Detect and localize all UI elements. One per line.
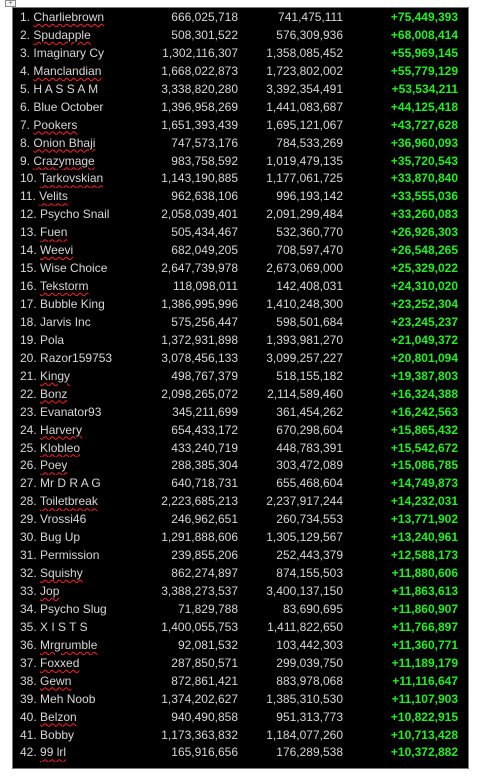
- rank-number: 24.: [20, 422, 37, 437]
- table-row[interactable]: [13, 350, 468, 368]
- rank-number: 20.: [20, 350, 37, 365]
- current-value-cell[interactable]: 784,533,269: [276, 135, 343, 150]
- rank-name-cell[interactable]: [20, 350, 150, 368]
- rank-number: 6.: [20, 99, 31, 114]
- gain-cell[interactable]: +43,727,628: [390, 117, 458, 132]
- previous-value-cell[interactable]: 940,490,858: [171, 709, 238, 724]
- rank-name-cell[interactable]: [20, 673, 150, 691]
- rank-number: 8.: [20, 135, 31, 150]
- player-name: Bonz: [40, 386, 68, 401]
- gain-cell[interactable]: +23,252,304: [390, 297, 458, 311]
- gain-cell[interactable]: +33,555,036: [390, 189, 458, 204]
- table-row[interactable]: [13, 9, 468, 27]
- rank-number: 26.: [20, 458, 37, 473]
- previous-value-cell[interactable]: 433,240,719: [171, 440, 238, 455]
- gain-cell[interactable]: +15,865,432: [390, 422, 458, 437]
- rank-name-cell[interactable]: [20, 529, 150, 547]
- rank-number: 32.: [20, 566, 37, 581]
- rank-name-cell[interactable]: [20, 332, 150, 350]
- player-name: Bobby: [40, 727, 75, 742]
- rank-number: 12.: [20, 207, 37, 222]
- table-row[interactable]: [13, 511, 468, 529]
- gain-cell[interactable]: +19,387,803: [390, 368, 458, 383]
- previous-value-cell[interactable]: 165,916,656: [171, 745, 238, 760]
- rank-number: 15.: [20, 261, 37, 276]
- rank-name-cell[interactable]: [20, 547, 150, 565]
- rank-number: 37.: [20, 655, 37, 670]
- previous-value-cell[interactable]: 575,256,447: [171, 314, 238, 329]
- previous-value-cell[interactable]: 118,098,011: [173, 279, 238, 294]
- previous-value-cell[interactable]: 71,829,788: [177, 601, 238, 616]
- rank-name-cell[interactable]: [20, 27, 150, 45]
- previous-value-cell[interactable]: 239,855,206: [171, 548, 238, 563]
- rank-number: 30.: [20, 530, 37, 545]
- rank-name-cell[interactable]: [20, 709, 150, 727]
- rank-name-cell[interactable]: [20, 457, 150, 475]
- rank-name-cell[interactable]: [20, 45, 150, 63]
- rank-name-cell[interactable]: [20, 153, 150, 171]
- table-row[interactable]: [13, 691, 468, 709]
- rank-name-cell[interactable]: [20, 170, 150, 188]
- rank-number: 19.: [20, 332, 37, 347]
- table-row[interactable]: [13, 170, 468, 188]
- player-name: Bubble King: [40, 297, 105, 311]
- current-value-cell[interactable]: 576,309,936: [276, 27, 343, 42]
- table-row[interactable]: [13, 368, 468, 386]
- rank-number: 29.: [20, 512, 37, 527]
- rank-number: 3.: [20, 45, 31, 60]
- rank-number: 38.: [20, 673, 37, 688]
- rank-name-cell[interactable]: [20, 260, 150, 278]
- table-row[interactable]: [13, 81, 468, 99]
- table-row[interactable]: [13, 422, 468, 440]
- table-row[interactable]: [13, 296, 468, 314]
- rank-number: 7.: [20, 117, 31, 132]
- previous-value-cell[interactable]: 345,211,699: [172, 404, 238, 419]
- player-name: Meh Noob: [40, 691, 96, 706]
- table-row[interactable]: [13, 314, 468, 332]
- current-value-cell[interactable]: 670,298,604: [276, 422, 343, 437]
- current-value-cell[interactable]: 1,019,479,135: [266, 153, 343, 168]
- rank-number: 21.: [20, 368, 37, 383]
- rank-number: 16.: [20, 279, 37, 294]
- player-name: Tekstorm: [39, 279, 89, 294]
- table-row[interactable]: [13, 655, 468, 673]
- rank-name-cell[interactable]: [20, 583, 150, 601]
- current-value-cell[interactable]: 655,468,604: [276, 476, 343, 491]
- current-value-cell[interactable]: 874,155,503: [276, 566, 343, 581]
- rank-name-cell[interactable]: [20, 188, 150, 206]
- rank-number: 36.: [20, 637, 37, 652]
- player-name: Pola: [40, 332, 65, 347]
- player-name: Poey: [40, 458, 68, 473]
- player-name: Pookers: [33, 117, 78, 132]
- previous-value-cell[interactable]: 246,962,651: [171, 512, 238, 527]
- gain-cell[interactable]: +68,008,414: [390, 27, 458, 42]
- rank-name-cell[interactable]: [20, 206, 150, 224]
- player-name: Harvery: [40, 422, 83, 437]
- player-name: Blue October: [33, 99, 104, 114]
- previous-value-cell[interactable]: 1,173,363,832: [161, 727, 238, 742]
- rank-number: 17.: [20, 297, 37, 311]
- current-value-cell[interactable]: 1,305,129,567: [266, 530, 343, 545]
- gain-cell[interactable]: +44,125,418: [390, 99, 458, 114]
- rank-name-cell[interactable]: [20, 63, 150, 81]
- rank-name-cell[interactable]: [20, 278, 150, 296]
- current-value-cell[interactable]: 2,114,589,460: [267, 386, 343, 401]
- current-value-cell[interactable]: 176,289,538: [276, 745, 343, 760]
- player-name: Bug Up: [40, 530, 81, 545]
- gain-cell[interactable]: +10,372,882: [390, 745, 458, 760]
- rank-name-cell[interactable]: [20, 404, 150, 422]
- previous-value-cell[interactable]: 287,850,571: [171, 655, 238, 670]
- current-value-cell[interactable]: 1,184,077,260: [266, 727, 343, 742]
- previous-value-cell[interactable]: 3,078,456,133: [161, 350, 238, 365]
- current-value-cell[interactable]: 299,039,750: [276, 655, 343, 670]
- player-name: Manclandian: [33, 63, 102, 78]
- table-row[interactable]: [13, 386, 468, 404]
- rank-name-cell[interactable]: [20, 475, 150, 493]
- previous-value-cell[interactable]: 1,143,190,885: [161, 171, 238, 186]
- current-value-cell[interactable]: 1,723,802,002: [266, 63, 343, 78]
- previous-value-cell[interactable]: 2,098,265,072: [161, 386, 238, 401]
- gain-cell[interactable]: +53,534,211: [391, 81, 458, 96]
- rank-number: 18.: [20, 314, 37, 329]
- rank-number: 28.: [20, 494, 37, 509]
- player-name: X I S T S: [40, 619, 88, 634]
- previous-value-cell[interactable]: 654,433,172: [171, 422, 238, 437]
- table-row[interactable]: [13, 27, 468, 45]
- gain-cell[interactable]: +13,240,961: [390, 530, 458, 545]
- previous-value-cell[interactable]: 3,338,820,280: [161, 81, 238, 96]
- player-name: Jop: [40, 584, 60, 598]
- rank-name-cell[interactable]: [20, 242, 150, 260]
- gain-cell[interactable]: +33,260,083: [390, 207, 458, 222]
- rank-name-cell[interactable]: [20, 224, 150, 242]
- player-name: Wise Choice: [40, 261, 108, 276]
- rank-name-cell[interactable]: [20, 440, 150, 458]
- current-value-cell[interactable]: 1,410,248,300: [266, 297, 343, 311]
- player-name: Psycho Slug: [40, 601, 107, 616]
- rank-name-cell[interactable]: [20, 601, 150, 619]
- rank-number: 40.: [20, 709, 37, 724]
- player-name: Vrossi46: [40, 512, 87, 527]
- gain-cell[interactable]: +14,232,031: [390, 494, 458, 509]
- rank-name-cell[interactable]: [20, 9, 150, 27]
- rank-name-cell[interactable]: [20, 493, 150, 511]
- table-row[interactable]: [13, 547, 468, 565]
- gain-cell[interactable]: +11,860,907: [391, 601, 458, 616]
- rank-number: 13.: [20, 225, 37, 240]
- rank-number: 1.: [20, 10, 31, 24]
- previous-value-cell[interactable]: 1,386,995,996: [161, 297, 238, 311]
- rank-number: 31.: [20, 548, 37, 563]
- previous-value-cell[interactable]: 288,385,304: [171, 458, 238, 473]
- player-name: Velits: [39, 189, 68, 204]
- current-value-cell[interactable]: 951,313,773: [276, 709, 343, 724]
- current-value-cell[interactable]: 1,441,083,687: [266, 99, 343, 114]
- current-value-cell[interactable]: 1,358,085,452: [266, 45, 343, 60]
- gain-cell[interactable]: +33,870,840: [390, 171, 458, 186]
- gain-cell[interactable]: +16,242,563: [390, 404, 458, 419]
- player-name: Evanator93: [40, 404, 102, 419]
- gain-cell[interactable]: +21,049,372: [390, 332, 458, 347]
- current-value-cell[interactable]: 448,783,391: [276, 440, 343, 455]
- rank-name-cell[interactable]: [20, 81, 150, 99]
- rank-number: 34.: [20, 601, 37, 616]
- gain-cell[interactable]: +26,548,265: [390, 243, 458, 258]
- gain-cell[interactable]: +10,822,915: [390, 709, 458, 724]
- rank-name-cell[interactable]: [20, 135, 150, 153]
- gain-cell[interactable]: +15,542,672: [390, 440, 458, 455]
- rank-number: 33.: [20, 584, 37, 598]
- rank-number: 9.: [20, 153, 31, 168]
- previous-value-cell[interactable]: 682,049,205: [171, 243, 238, 258]
- player-name: Mrgrumble: [40, 637, 98, 652]
- gain-cell[interactable]: +12,588,173: [390, 548, 458, 563]
- rank-number: 27.: [20, 476, 37, 491]
- rank-name-cell[interactable]: [20, 511, 150, 529]
- current-value-cell[interactable]: 532,360,770: [276, 225, 343, 240]
- rank-name-cell[interactable]: [20, 565, 150, 583]
- gain-cell[interactable]: +16,324,388: [390, 386, 458, 401]
- table-row[interactable]: [13, 440, 468, 458]
- table-row[interactable]: [13, 332, 468, 350]
- rank-number: 4.: [20, 63, 31, 78]
- player-name: Jarvis Inc: [40, 314, 91, 329]
- gain-cell[interactable]: +11,107,903: [391, 691, 458, 706]
- gain-cell[interactable]: +13,771,902: [390, 512, 458, 527]
- previous-value-cell[interactable]: 983,758,592: [171, 153, 238, 168]
- rank-number: 41.: [20, 727, 37, 742]
- current-value-cell[interactable]: 303,472,089: [276, 458, 343, 473]
- player-name: Kingy: [40, 368, 71, 383]
- current-value-cell[interactable]: 83,690,695: [282, 601, 343, 616]
- table-row[interactable]: [13, 153, 468, 171]
- previous-value-cell[interactable]: 505,434,467: [171, 225, 238, 240]
- rank-name-cell[interactable]: [20, 314, 150, 332]
- player-name: Permission: [40, 548, 100, 563]
- gain-cell[interactable]: +15,086,785: [390, 458, 458, 473]
- player-name: H A S S A M: [33, 81, 99, 96]
- table-row[interactable]: [13, 475, 468, 493]
- previous-value-cell[interactable]: 666,025,718: [171, 10, 238, 24]
- current-value-cell[interactable]: 2,237,917,244: [266, 494, 343, 509]
- current-value-cell[interactable]: 518,155,182: [276, 368, 343, 383]
- rank-number: 42.: [20, 745, 37, 760]
- player-name: Mr D R A G: [40, 476, 101, 491]
- gain-cell[interactable]: +11,116,647: [392, 673, 458, 688]
- current-value-cell[interactable]: 1,385,310,530: [266, 691, 343, 706]
- table-row[interactable]: [13, 457, 468, 475]
- gain-cell[interactable]: +11,189,179: [391, 655, 458, 670]
- rank-name-cell[interactable]: [20, 744, 150, 762]
- gain-cell[interactable]: +25,329,022: [390, 261, 458, 276]
- gain-cell[interactable]: +11,766,897: [391, 619, 458, 634]
- table-row[interactable]: [13, 493, 468, 511]
- previous-value-cell[interactable]: 498,767,379: [171, 368, 238, 383]
- rank-number: 25.: [20, 440, 37, 455]
- current-value-cell[interactable]: 1,393,981,270: [266, 332, 343, 347]
- current-value-cell[interactable]: 260,734,553: [276, 512, 343, 527]
- table-row[interactable]: [13, 242, 468, 260]
- previous-value-cell[interactable]: 1,651,393,439: [161, 117, 238, 132]
- gain-cell[interactable]: +55,779,129: [390, 63, 458, 78]
- player-name: Razor159753: [40, 350, 113, 365]
- table-row[interactable]: [13, 583, 468, 601]
- table-row[interactable]: [13, 278, 468, 296]
- previous-value-cell[interactable]: 1,400,055,753: [161, 619, 238, 634]
- rank-number: 14.: [20, 243, 37, 258]
- rank-name-cell[interactable]: [20, 422, 150, 440]
- table-row[interactable]: [13, 619, 468, 637]
- gain-cell[interactable]: +75,449,393: [390, 10, 458, 24]
- previous-value-cell[interactable]: 92,081,532: [177, 637, 238, 652]
- current-value-cell[interactable]: 1,695,121,067: [266, 117, 343, 132]
- previous-value-cell[interactable]: 747,573,176: [171, 135, 238, 150]
- previous-value-cell[interactable]: 1,668,022,873: [161, 63, 238, 78]
- rank-name-cell[interactable]: [20, 619, 150, 637]
- rank-name-cell[interactable]: [20, 655, 150, 673]
- gain-cell[interactable]: +14,749,873: [390, 476, 458, 491]
- player-name: Spudapple: [33, 27, 91, 42]
- rank-number: 10.: [20, 171, 37, 186]
- previous-value-cell[interactable]: 640,718,731: [171, 476, 238, 491]
- previous-value-cell[interactable]: 3,388,273,537: [161, 584, 238, 598]
- rank-name-cell[interactable]: [20, 296, 150, 314]
- rank-number: 2.: [20, 27, 31, 42]
- table-row[interactable]: [13, 224, 468, 242]
- table-row[interactable]: [13, 260, 468, 278]
- current-value-cell[interactable]: 1,177,061,725: [266, 171, 343, 186]
- gain-cell[interactable]: +55,969,145: [390, 45, 458, 60]
- player-name: Fuen: [40, 225, 68, 240]
- gain-cell[interactable]: +11,880,606: [391, 566, 458, 581]
- player-name: Tarkovskian: [39, 171, 104, 186]
- gain-cell[interactable]: +23,245,237: [390, 314, 458, 329]
- table-row[interactable]: [13, 45, 468, 63]
- player-name: Gewn: [40, 673, 72, 688]
- current-value-cell[interactable]: 996,193,142: [276, 189, 343, 204]
- current-value-cell[interactable]: 3,099,257,227: [266, 350, 343, 365]
- table-row[interactable]: [13, 99, 468, 117]
- table-row[interactable]: [13, 744, 468, 762]
- table-row[interactable]: [13, 637, 468, 655]
- current-value-cell[interactable]: 2,673,069,000: [266, 261, 343, 276]
- rank-number: 39.: [20, 691, 37, 706]
- player-name: 99 lrl: [40, 745, 67, 760]
- gain-cell[interactable]: +10,713,428: [390, 727, 458, 742]
- table-row[interactable]: [13, 601, 468, 619]
- current-value-cell[interactable]: 3,392,354,491: [266, 81, 343, 96]
- leaderboard-rows: [13, 9, 468, 762]
- previous-value-cell[interactable]: 508,301,522: [171, 27, 238, 42]
- gain-cell[interactable]: +11,360,771: [391, 637, 458, 652]
- player-name: Squishy: [40, 566, 83, 581]
- previous-value-cell[interactable]: 2,223,685,213: [161, 494, 238, 509]
- table-row[interactable]: [13, 188, 468, 206]
- player-name: Toiletbreak: [39, 494, 98, 509]
- current-value-cell[interactable]: 2,091,299,484: [266, 207, 343, 222]
- previous-value-cell[interactable]: 2,058,039,401: [161, 207, 238, 222]
- previous-value-cell[interactable]: 872,861,421: [171, 673, 238, 688]
- previous-value-cell[interactable]: 862,274,897: [171, 566, 238, 581]
- rank-name-cell[interactable]: [20, 368, 150, 386]
- leaderboard-sheet: [12, 7, 469, 769]
- previous-value-cell[interactable]: 1,302,116,307: [162, 45, 238, 60]
- rank-name-cell[interactable]: [20, 637, 150, 655]
- current-value-cell[interactable]: 598,501,684: [276, 314, 343, 329]
- table-row[interactable]: [13, 404, 468, 422]
- player-name: Charliebrown: [33, 10, 105, 24]
- current-value-cell[interactable]: 361,454,262: [276, 404, 343, 419]
- rank-number: 11.: [20, 189, 36, 204]
- rank-name-cell[interactable]: [20, 727, 150, 745]
- gain-cell[interactable]: +26,926,303: [390, 225, 458, 240]
- rank-name-cell[interactable]: [20, 386, 150, 404]
- current-value-cell[interactable]: 883,978,068: [276, 673, 343, 688]
- previous-value-cell[interactable]: 1,291,888,606: [161, 530, 238, 545]
- rank-name-cell[interactable]: [20, 99, 150, 117]
- table-row[interactable]: [13, 565, 468, 583]
- gain-cell[interactable]: +20,801,094: [390, 350, 458, 365]
- player-name: Onion Bhaji: [33, 135, 96, 150]
- table-row[interactable]: [13, 529, 468, 547]
- current-value-cell[interactable]: 252,443,379: [276, 548, 343, 563]
- rank-name-cell[interactable]: [20, 117, 150, 135]
- player-name: Foxxed: [40, 655, 80, 670]
- current-value-cell[interactable]: 103,442,303: [276, 637, 343, 652]
- select-all-corner-icon[interactable]: +: [5, 0, 16, 7]
- rank-number: 35.: [20, 619, 37, 634]
- previous-value-cell[interactable]: 1,372,931,898: [161, 332, 238, 347]
- player-name: Imaginary Cy: [33, 45, 105, 60]
- gain-cell[interactable]: +11,863,613: [391, 584, 458, 598]
- table-row[interactable]: [13, 709, 468, 727]
- table-row[interactable]: [13, 135, 468, 153]
- previous-value-cell[interactable]: 962,638,106: [171, 189, 238, 204]
- player-name: Crazymage: [33, 153, 95, 168]
- table-row[interactable]: [13, 727, 468, 745]
- current-value-cell[interactable]: 3,400,137,150: [266, 584, 343, 598]
- table-row[interactable]: [13, 673, 468, 691]
- player-name: Psycho Snail: [40, 207, 110, 222]
- player-name: Weevi: [40, 243, 74, 258]
- table-row[interactable]: [13, 206, 468, 224]
- rank-number: 22.: [20, 386, 37, 401]
- current-value-cell[interactable]: 142,408,031: [276, 279, 343, 294]
- rank-name-cell[interactable]: [20, 691, 150, 709]
- player-name: Klobleo: [40, 440, 81, 455]
- previous-value-cell[interactable]: 2,647,739,978: [161, 261, 238, 276]
- current-value-cell[interactable]: 1,411,822,650: [267, 619, 343, 634]
- previous-value-cell[interactable]: 1,396,958,269: [161, 99, 238, 114]
- gain-cell[interactable]: +35,720,543: [390, 153, 458, 168]
- gain-cell[interactable]: +36,960,093: [390, 135, 458, 150]
- current-value-cell[interactable]: 708,597,470: [276, 243, 343, 258]
- table-row[interactable]: [13, 63, 468, 81]
- previous-value-cell[interactable]: 1,374,202,627: [161, 691, 238, 706]
- rank-number: 5.: [20, 81, 31, 96]
- current-value-cell[interactable]: 741,475,111: [278, 10, 343, 24]
- gain-cell[interactable]: +24,310,020: [390, 279, 458, 294]
- table-row[interactable]: [13, 117, 468, 135]
- player-name: Belzon: [40, 709, 77, 724]
- rank-number: 23.: [20, 404, 37, 419]
